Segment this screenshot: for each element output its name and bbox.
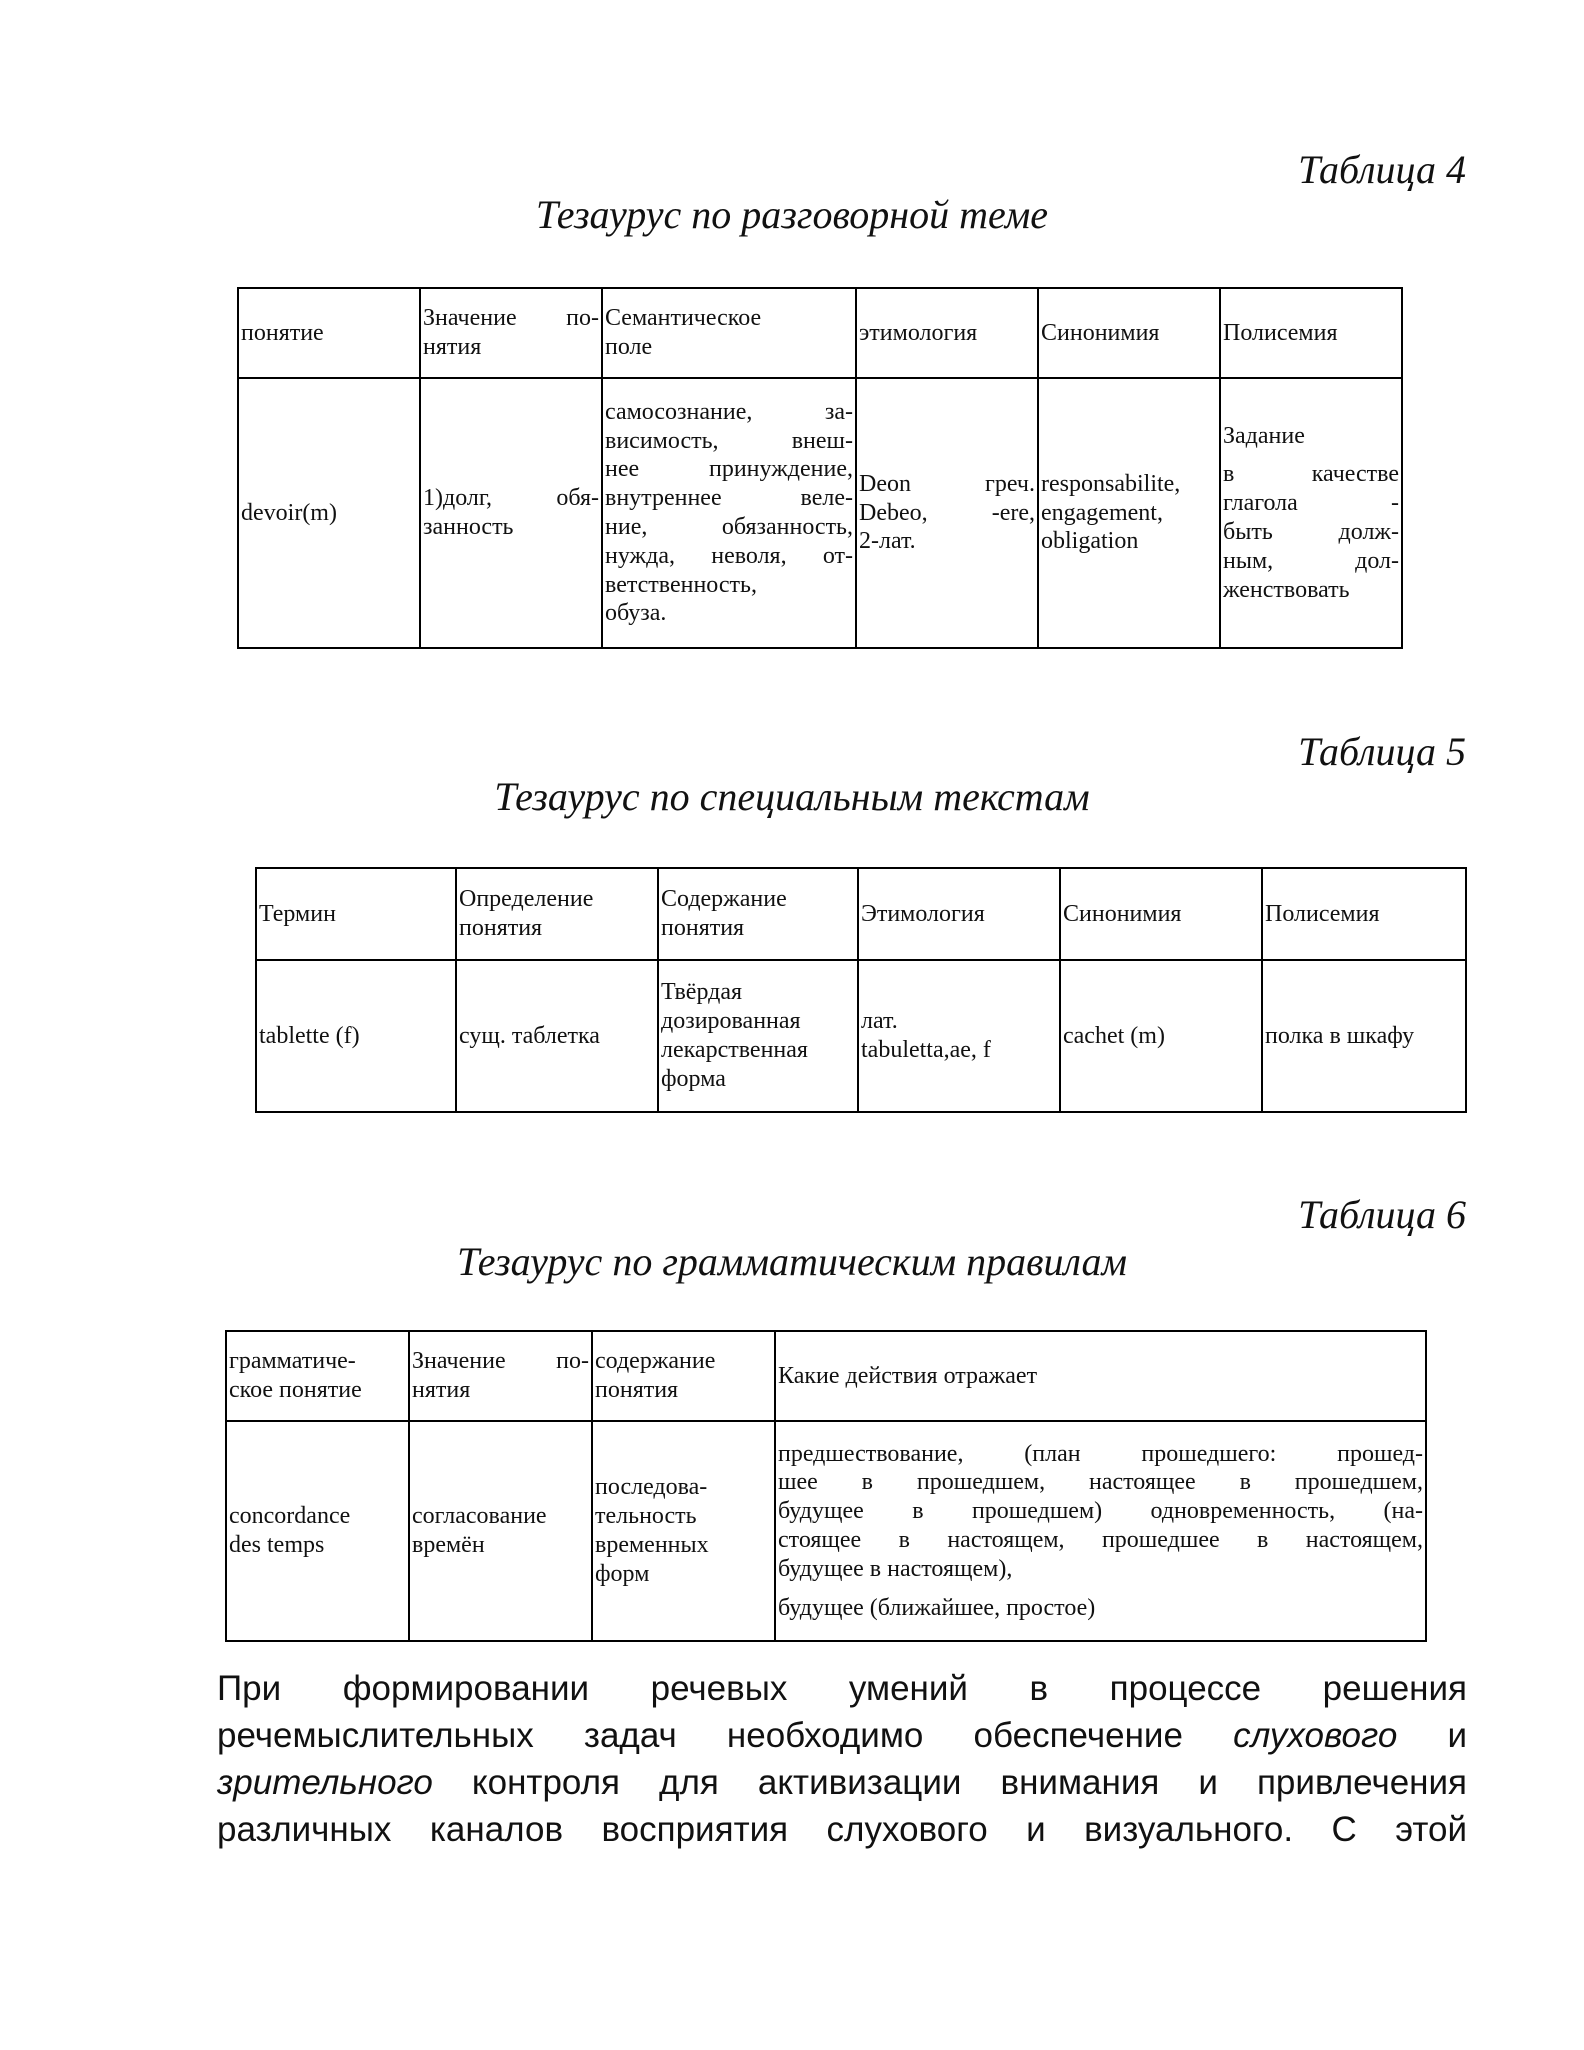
- table6-header-cell: [226, 1331, 409, 1421]
- cell-line: тельность: [595, 1503, 697, 1530]
- paragraph-line: различных каналов восприятия слухового и визуального. С этой: [217, 1810, 1467, 1849]
- table5-definition-cell: сущ. таблетка: [456, 960, 658, 1112]
- table6-concept-cell: [226, 1421, 409, 1641]
- cell-line: 2-лат.: [859, 528, 916, 555]
- table4-term-cell: devoir(m): [238, 378, 420, 648]
- cell-line: нее принуждение,: [605, 456, 853, 483]
- cell-line: нятия: [423, 334, 482, 360]
- cell-line: занность: [423, 514, 514, 540]
- cell-line: нужда, неволя, от-: [605, 542, 853, 569]
- table4-header-cell: Полисемия: [1220, 288, 1402, 378]
- cell-line: стоящее в настоящем, прошедшее в настоящем,: [778, 1527, 1423, 1553]
- table4-header-cell: этимология: [856, 288, 1038, 378]
- cell-line: Debeo, -ere,: [859, 499, 1035, 526]
- cell-line: нятия: [412, 1377, 471, 1403]
- cell-line: responsabilite,: [1041, 470, 1181, 497]
- cell-line: Определение: [459, 886, 594, 913]
- table4-meaning-cell: [420, 378, 602, 648]
- cell-line: дозированная: [661, 1008, 801, 1035]
- cell-line: лекарственная: [661, 1037, 808, 1063]
- table4-header-cell: [420, 288, 602, 378]
- cell-line: времён: [412, 1532, 485, 1558]
- table6: [225, 1330, 1427, 1642]
- cell-line: понятия: [459, 915, 543, 941]
- table5-caption: Таблица 5: [1298, 729, 1466, 774]
- table4-caption: Таблица 4: [1298, 147, 1466, 192]
- table6-content-cell: [592, 1421, 775, 1641]
- table5-etymology-cell: [858, 960, 1060, 1112]
- cell-line: concordance: [229, 1503, 351, 1530]
- cell-line: быть долж-: [1223, 519, 1399, 545]
- cell-line: форма: [661, 1065, 726, 1092]
- table5-header-cell: [658, 868, 858, 960]
- table6-header-row: [226, 1331, 1426, 1421]
- table5-header-cell: [456, 868, 658, 960]
- cell-line: Семантическое: [605, 305, 762, 332]
- cell-line: временных: [595, 1532, 709, 1558]
- cell-line: глагола -: [1223, 490, 1399, 517]
- cell-line: содержание: [595, 1348, 716, 1375]
- cell-line: грамматиче-: [229, 1348, 356, 1375]
- cell-line: ние, обязанность,: [605, 514, 853, 540]
- cell-line: Значение по-: [423, 305, 599, 332]
- table5-data-row: [256, 960, 1466, 1112]
- cell-line: obligation: [1041, 528, 1139, 555]
- table6-meaning-cell: [409, 1421, 592, 1641]
- italic-run: слухового: [1233, 1716, 1398, 1755]
- cell-line: самосознание, за-: [605, 398, 853, 425]
- table5-polysemy-cell: полка в шкафу: [1262, 960, 1466, 1112]
- cell-line: Deon греч.: [859, 470, 1035, 497]
- table4-semantic-cell: [602, 378, 856, 648]
- cell-line: Задание: [1223, 422, 1305, 449]
- text-run: и: [1397, 1716, 1468, 1755]
- cell-line: лат.: [861, 1008, 898, 1035]
- cell-line: понятия: [661, 915, 745, 941]
- table5-term-cell: tablette (f): [256, 960, 456, 1112]
- table4-header-cell: понятие: [238, 288, 420, 378]
- cell-line: ветственность,: [605, 571, 757, 598]
- cell-line: согласование: [412, 1503, 547, 1530]
- italic-run: зрительного: [217, 1763, 433, 1802]
- cell-line: женствовать: [1223, 576, 1350, 603]
- cell-line: обуза.: [605, 600, 667, 627]
- table4-header-cell: [602, 288, 856, 378]
- table4-title: Тезаурус по разговорной теме: [535, 192, 1049, 237]
- cell-line: будущее в настоящем),: [778, 1555, 1013, 1582]
- table6-caption: Таблица 6: [1298, 1192, 1466, 1237]
- cell-line: будущее (ближайшее, простое): [778, 1594, 1096, 1621]
- text-run: контроля для активизации внимания и привлечения: [432, 1763, 1467, 1802]
- cell-line: в качестве: [1223, 461, 1399, 488]
- cell-line: Содержание: [661, 886, 787, 913]
- cell-line: Твёрдая: [661, 979, 743, 1006]
- paragraph-line: При формировании речевых умений в процессе решения: [217, 1669, 1467, 1708]
- table5-header-cell: Синонимия: [1060, 868, 1262, 960]
- cell-line: 1)долг, обя-: [423, 485, 599, 512]
- table6-header-cell: Какие действия отражает: [775, 1331, 1426, 1421]
- cell-line: будущее в прошедшем) одновременность, (на-: [778, 1498, 1423, 1525]
- cell-line: Значение по-: [412, 1348, 589, 1375]
- table6-actions-cell: [775, 1421, 1426, 1641]
- table4: [237, 287, 1403, 649]
- cell-line: внутреннее веле-: [605, 485, 853, 512]
- paragraph-line: [217, 1759, 1467, 1806]
- table4-synonyms-cell: [1038, 378, 1220, 648]
- cell-line: шее в прошедшем, настоящее в прошедшем,: [778, 1469, 1423, 1496]
- table5-content-cell: [658, 960, 858, 1112]
- cell-line: tabuletta,ae, f: [861, 1037, 991, 1063]
- cell-line: форм: [595, 1560, 650, 1587]
- table6-title: Тезаурус по грамматическим правилам: [457, 1239, 1127, 1284]
- cell-line: предшествование, (план прошедшего: прошед-: [778, 1440, 1423, 1467]
- cell-line: понятия: [595, 1377, 679, 1403]
- table5-header-cell: Термин: [256, 868, 456, 960]
- table6-header-cell: [592, 1331, 775, 1421]
- table4-polysemy-cell: [1220, 378, 1402, 648]
- paragraph-line: [217, 1712, 1467, 1759]
- table5-header-cell: Полисемия: [1262, 868, 1466, 960]
- table5-synonyms-cell: cachet (m): [1060, 960, 1262, 1112]
- cell-line: последова-: [595, 1474, 708, 1501]
- cell-line: des temps: [229, 1532, 325, 1558]
- text-run: речемыслительных задач необходимо обеспечение: [217, 1716, 1234, 1755]
- table5-header-row: [256, 868, 1466, 960]
- body-paragraph: [217, 1665, 1467, 1853]
- table4-etymology-cell: [856, 378, 1038, 648]
- cell-line: ным, дол-: [1223, 547, 1399, 574]
- table4-data-row: [238, 378, 1402, 648]
- cell-line: поле: [605, 334, 653, 360]
- table6-data-row: [226, 1421, 1426, 1641]
- cell-line: висимость, внеш-: [605, 427, 853, 454]
- cell-line: engagement,: [1041, 499, 1163, 526]
- table4-header-row: [238, 288, 1402, 378]
- table6-header-cell: [409, 1331, 592, 1421]
- table5: [255, 867, 1467, 1113]
- cell-line: ское понятие: [229, 1377, 362, 1403]
- table5-title: Тезаурус по специальным текстам: [494, 774, 1090, 819]
- table5-header-cell: Этимология: [858, 868, 1060, 960]
- table4-header-cell: Синонимия: [1038, 288, 1220, 378]
